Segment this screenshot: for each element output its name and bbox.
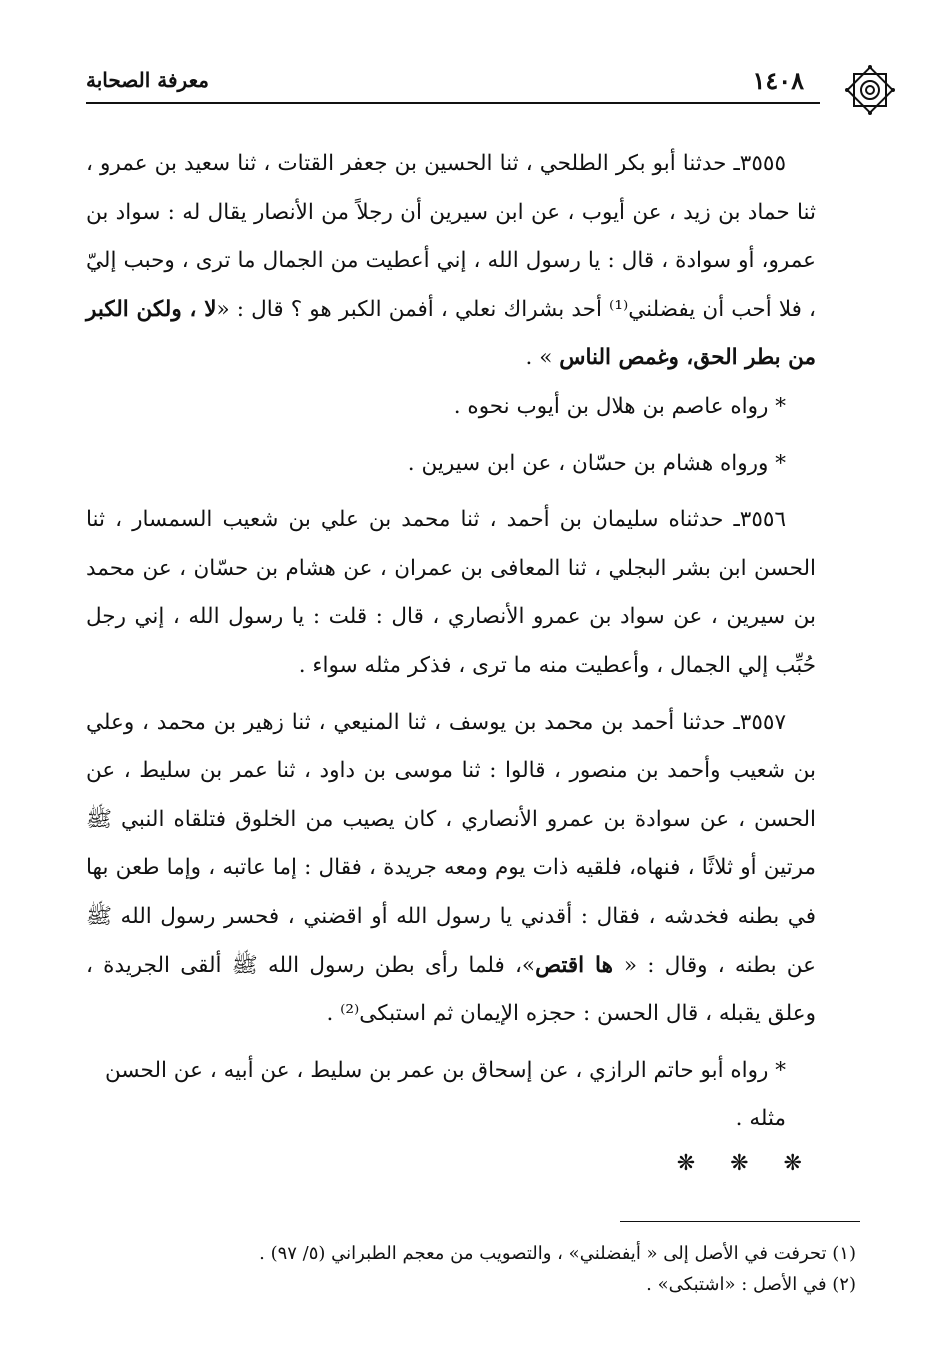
hadith-3556: ٣٥٥٦ـ حدثناه سليمان بن أحمد ، ثنا محمد بن علي بن شعيب السمسار ، ثنا الحسن ابن بشر البجلي ، ثنا المعافى بن عمران ، عن هشام بن حسّان ، عن محمد بن سيرين ، عن سواد بن عمرو الأنصاري ، قال : قلت : يا رسول الله ، إني رجل حُبِّب إلي الجمال ، وأعطيت منه ما ترى ، فذكر مثله سواء . [86,507,816,678]
footnote-2: (٢) في الأصل : «اشتبكى» . [646,1274,856,1295]
hadith-3555 [86,140,816,383]
running-title: معرفة الصحابة [86,68,209,92]
hadith-3557-quote: ها اقتص [535,952,624,978]
hadith-3557-end: »، فلما رأى بطن رسول الله ﷺ ألقى الجريدة ، وعلق يقبله ، قال الحسن : حجزه الإيمان ثم استبكى⁽²⁾ . [86,952,816,1027]
page-number: ١٤٠٨ [752,66,804,95]
header-divider [86,102,820,104]
hadith-3557 [86,699,816,1039]
section-separator: ❋ ❋ ❋ [676,1150,816,1176]
ornament-icon [840,60,900,120]
hadith-3555-quote: لا ، ولكن الكبر من بطر الحق، وغمص الناس [86,296,816,371]
narration-note-1: * رواه عاصم بن هلال بن أيوب نحوه . [453,393,786,419]
hadith-3557-text: ٣٥٥٧ـ حدثنا أحمد بن محمد بن يوسف ، ثنا المنيعي ، ثنا زهير بن محمد ، وعلي بن شعيب وأحمد بن منصور ، قالوا : ثنا موسى بن داود ، ثنا عمر بن سليط ، عن الحسن ، عن سوادة بن عمرو الأنصاري ، كان يصيب من الخلوق فتلقاه النبي ﷺ مرتين أو ثلاثًا ، فنهاه، فلقيه ذات يوم ومعه جريدة ، فقال : إما عاتبه ، وإما طعن بها في بطنه فخدشه ، فقال : أقدني يا رسول الله أو اقضني ، فحسر رسول الله ﷺ عن بطنه ، وقال : « [86,709,817,978]
footnotes [86,1238,856,1300]
footnote-divider [620,1221,860,1222]
footnote-1: (١) تحرفت في الأصل إلى « أيفضلني» ، والتصويب من معجم الطبراني (٥/ ٩٧) . [259,1243,856,1264]
main-text [86,140,816,1184]
narration-note-2: * ورواه هشام بن حسّان ، عن ابن سيرين . [407,450,786,476]
narration-note-3: * رواه أبو حاتم الرازي ، عن إسحاق بن عمر بن سليط ، عن أبيه ، عن الحسن مثله . [105,1057,786,1132]
page-header [86,62,856,106]
hadith-3555-end: » . [525,345,560,371]
hadith-3555-text: ٣٥٥٥ـ حدثنا أبو بكر الطلحي ، ثنا الحسين بن جعفر القتات ، ثنا سعيد بن عمرو ، ثنا حماد بن زيد ، عن أيوب ، عن ابن سيرين أن رجلاً من الأنصار يقال له : سواد بن عمرو، أو سوادة ، قال : يا رسول الله ، إني أعطيت من الجمال ما ترى ، وحبب إليّ ، فلا أحب أن يفضلني⁽¹⁾ أحد بشراك نعلي ، أفمن الكبر هو ؟ قال : « [86,151,816,322]
